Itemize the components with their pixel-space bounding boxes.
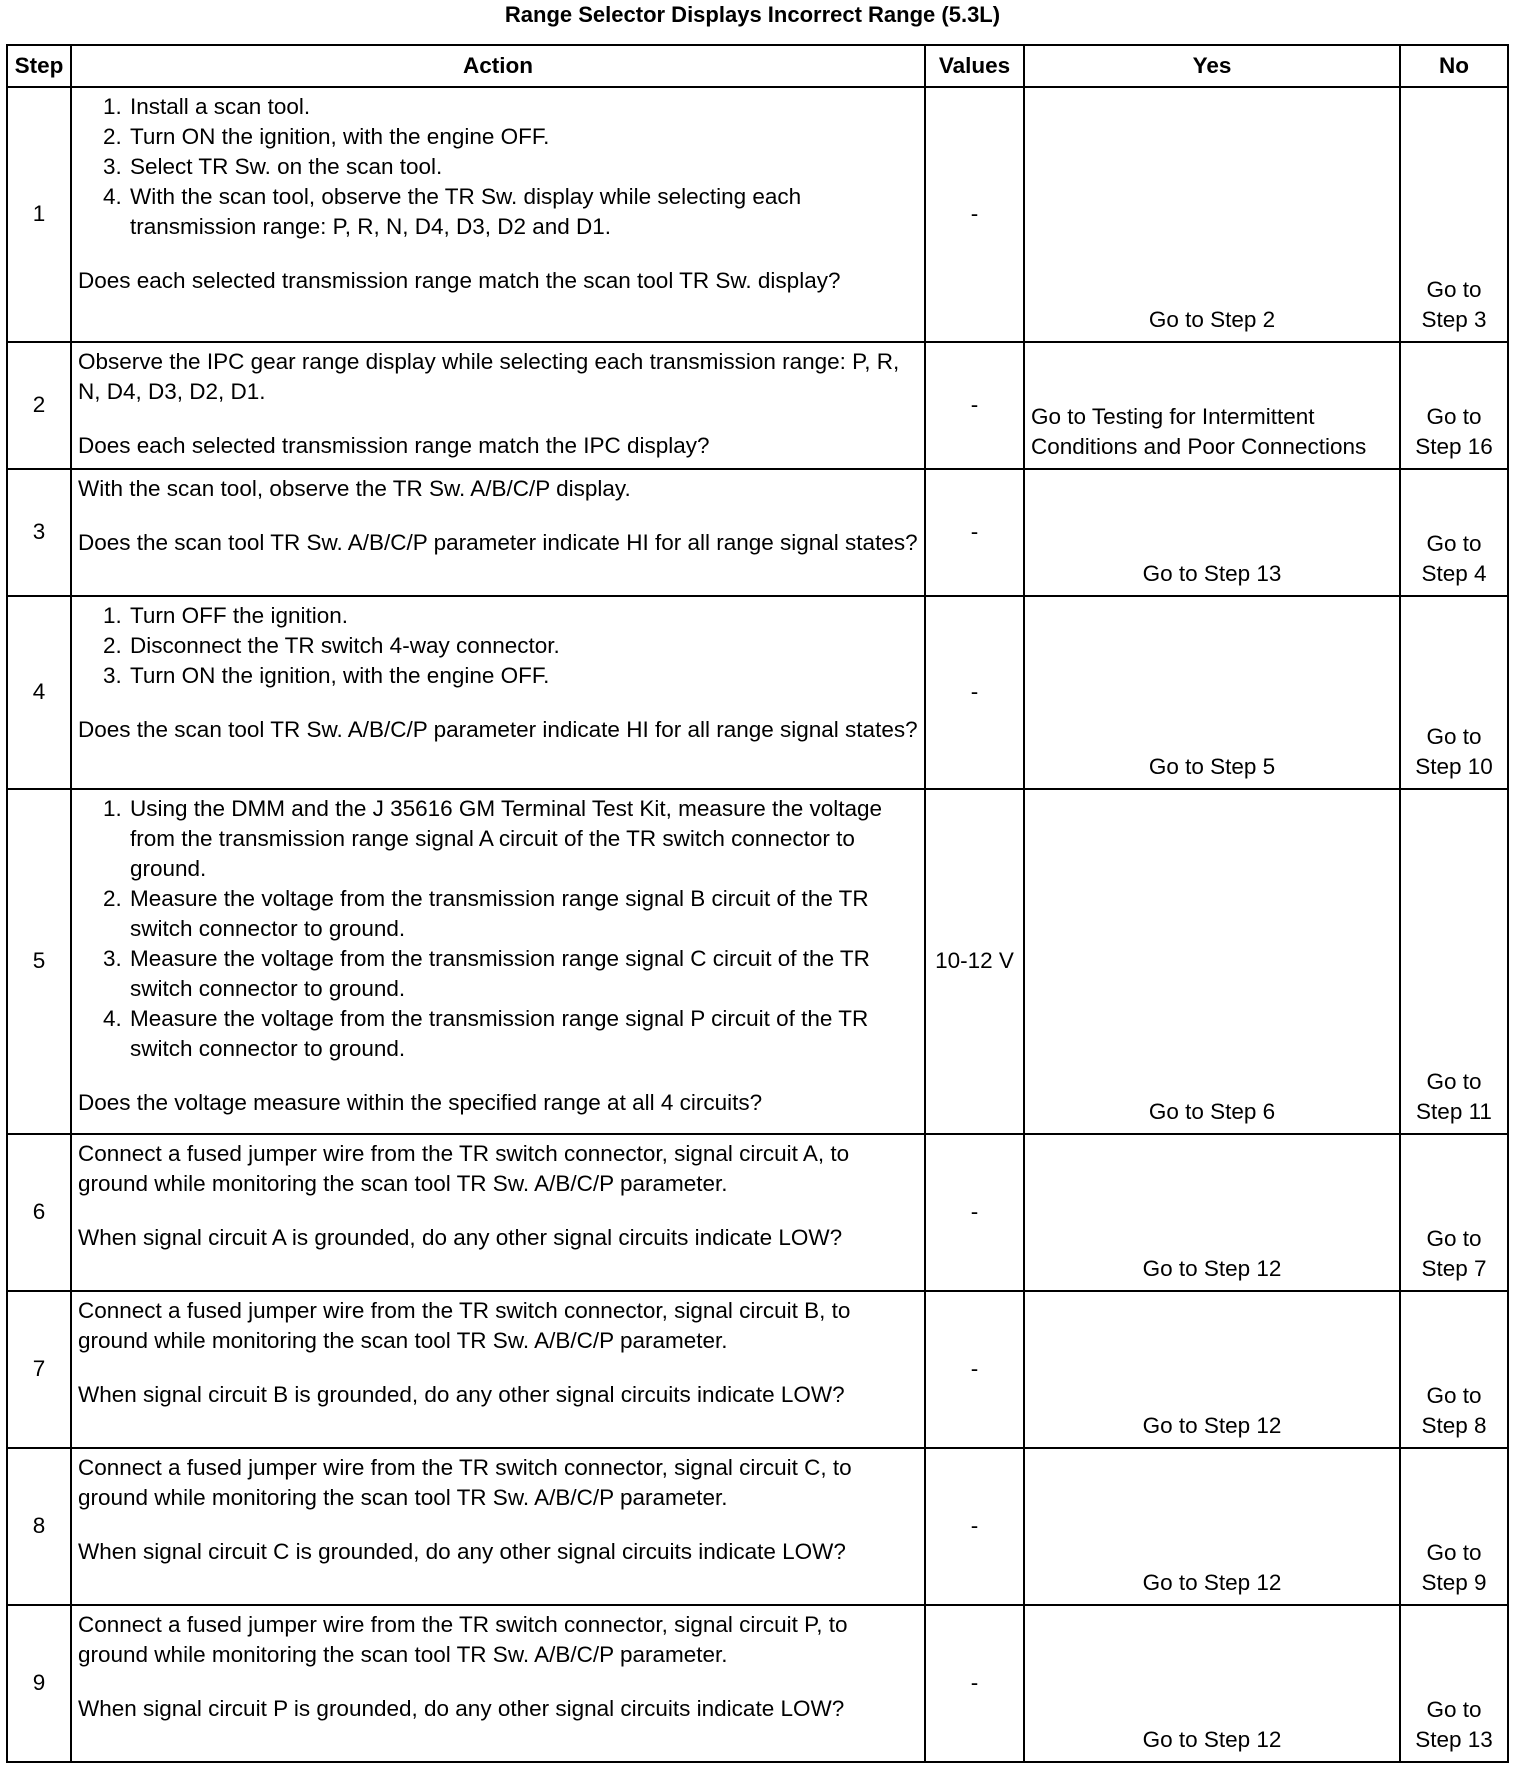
yes-cell: Go to Step 12 [1024, 1448, 1400, 1605]
values-cell: - [925, 1448, 1024, 1605]
step-number: 6 [7, 1134, 71, 1291]
action-list [78, 601, 918, 691]
list-item: 2. Disconnect the TR switch 4-way connector. [128, 631, 918, 661]
step-number: 3 [7, 469, 71, 596]
step-number: 2 [7, 342, 71, 469]
step-number: 8 [7, 1448, 71, 1605]
no-cell: Go to Step 16 [1400, 342, 1508, 469]
list-item: 1. Install a scan tool. [128, 92, 918, 122]
action-cell [71, 87, 925, 342]
action-cell [71, 1291, 925, 1448]
values-cell: - [925, 469, 1024, 596]
list-item: 2. Turn ON the ignition, with the engine OFF. [128, 122, 918, 152]
no-cell: Go to Step 11 [1400, 789, 1508, 1134]
yes-cell: Go to Step 13 [1024, 469, 1400, 596]
header-step: Step [7, 45, 71, 87]
action-list [78, 92, 918, 242]
no-cell: Go to Step 4 [1400, 469, 1508, 596]
yes-cell: Go to Testing for Intermittent Conditions and Poor Connections [1024, 342, 1400, 469]
no-cell: Go to Step 3 [1400, 87, 1508, 342]
diagnostic-table [6, 44, 1509, 1763]
header-yes: Yes [1024, 45, 1400, 87]
action-question: When signal circuit P is grounded, do any other signal circuits indicate LOW? [78, 1696, 845, 1721]
header-row [7, 45, 1508, 87]
list-item: 4. With the scan tool, observe the TR Sw. display while selecting each transmission range: P, R, N, D4, D3, D2 and D1. [128, 182, 918, 242]
no-cell: Go to Step 9 [1400, 1448, 1508, 1605]
yes-cell: Go to Step 5 [1024, 596, 1400, 789]
step-number: 7 [7, 1291, 71, 1448]
table-row [7, 87, 1508, 342]
table-row [7, 1605, 1508, 1762]
yes-cell: Go to Step 12 [1024, 1134, 1400, 1291]
table-row [7, 1134, 1508, 1291]
yes-cell: Go to Step 12 [1024, 1291, 1400, 1448]
action-intro: Observe the IPC gear range display while selecting each transmission range: P, R, N, D4, D3, D2, D1. [78, 349, 900, 404]
header-action: Action [71, 45, 925, 87]
action-cell [71, 469, 925, 596]
action-intro: Connect a fused jumper wire from the TR switch connector, signal circuit P, to ground while monitoring the scan tool TR Sw. A/B/C/P parameter. [78, 1612, 848, 1667]
action-cell [71, 342, 925, 469]
action-cell [71, 1134, 925, 1291]
values-cell: - [925, 87, 1024, 342]
table-row [7, 342, 1508, 469]
action-question: When signal circuit B is grounded, do any other signal circuits indicate LOW? [78, 1382, 845, 1407]
table-row [7, 789, 1508, 1134]
step-number: 5 [7, 789, 71, 1134]
yes-cell: Go to Step 12 [1024, 1605, 1400, 1762]
list-item: 2. Measure the voltage from the transmission range signal B circuit of the TR switch connector to ground. [128, 884, 918, 944]
action-cell [71, 596, 925, 789]
no-cell: Go to Step 13 [1400, 1605, 1508, 1762]
action-cell [71, 1448, 925, 1605]
list-item: 1. Turn OFF the ignition. [128, 601, 918, 631]
action-question: Does the voltage measure within the specified range at all 4 circuits? [78, 1090, 763, 1115]
table-row [7, 1291, 1508, 1448]
action-intro: Connect a fused jumper wire from the TR switch connector, signal circuit C, to ground while monitoring the scan tool TR Sw. A/B/C/P parameter. [78, 1455, 852, 1510]
values-cell: 10-12 V [925, 789, 1024, 1134]
values-cell: - [925, 1605, 1024, 1762]
list-item: 3. Select TR Sw. on the scan tool. [128, 152, 918, 182]
values-cell: - [925, 1291, 1024, 1448]
action-intro: Connect a fused jumper wire from the TR switch connector, signal circuit A, to ground while monitoring the scan tool TR Sw. A/B/C/P parameter. [78, 1141, 850, 1196]
page-title: Range Selector Displays Incorrect Range (5.3L) [504, 2, 1001, 27]
yes-cell: Go to Step 2 [1024, 87, 1400, 342]
no-cell: Go to Step 7 [1400, 1134, 1508, 1291]
no-cell: Go to Step 10 [1400, 596, 1508, 789]
step-number: 9 [7, 1605, 71, 1762]
action-question: When signal circuit C is grounded, do any other signal circuits indicate LOW? [78, 1539, 846, 1564]
action-question: Does each selected transmission range match the IPC display? [78, 433, 710, 458]
header-values: Values [925, 45, 1024, 87]
action-list [78, 794, 918, 1064]
header-no: No [1400, 45, 1508, 87]
step-number: 1 [7, 87, 71, 342]
list-item: 3. Turn ON the ignition, with the engine OFF. [128, 661, 918, 691]
list-item: 3. Measure the voltage from the transmission range signal C circuit of the TR switch connector to ground. [128, 944, 918, 1004]
action-cell [71, 1605, 925, 1762]
step-number: 4 [7, 596, 71, 789]
table-row [7, 1448, 1508, 1605]
action-question: Does the scan tool TR Sw. A/B/C/P parameter indicate HI for all range signal states? [78, 530, 918, 555]
action-intro: Connect a fused jumper wire from the TR switch connector, signal circuit B, to ground while monitoring the scan tool TR Sw. A/B/C/P parameter. [78, 1298, 851, 1353]
list-item: 1. Using the DMM and the J 35616 GM Terminal Test Kit, measure the voltage from the transmission range signal A circuit of the TR switch connector to ground. [128, 794, 918, 884]
action-question: Does the scan tool TR Sw. A/B/C/P parameter indicate HI for all range signal states? [78, 717, 918, 742]
action-question: When signal circuit A is grounded, do any other signal circuits indicate LOW? [78, 1225, 843, 1250]
values-cell: - [925, 596, 1024, 789]
list-item: 4. Measure the voltage from the transmission range signal P circuit of the TR switch connector to ground. [128, 1004, 918, 1064]
action-cell [71, 789, 925, 1134]
values-cell: - [925, 1134, 1024, 1291]
yes-cell: Go to Step 6 [1024, 789, 1400, 1134]
table-row [7, 596, 1508, 789]
action-intro: With the scan tool, observe the TR Sw. A/B/C/P display. [78, 476, 631, 501]
action-question: Does each selected transmission range match the scan tool TR Sw. display? [78, 268, 841, 293]
table-row [7, 469, 1508, 596]
values-cell: - [925, 342, 1024, 469]
no-cell: Go to Step 8 [1400, 1291, 1508, 1448]
